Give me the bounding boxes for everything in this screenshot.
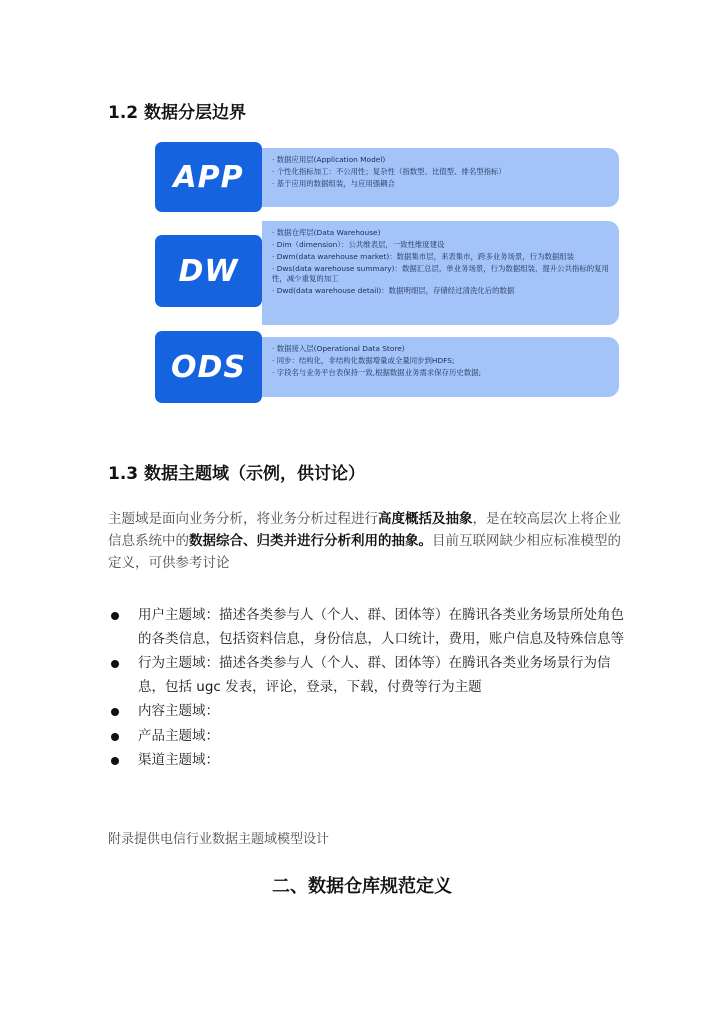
section-title-1-2: 1.2 数据分层边界	[108, 103, 247, 123]
layer-panel-app	[262, 148, 619, 207]
layer-line: · 基于应用的数据组装，与应用强耦合	[272, 179, 395, 188]
bullet-icon	[111, 612, 119, 620]
layer-line: · 数据仓库层(Data Warehouse)	[272, 228, 381, 237]
list-item-text: 产品主题域：	[138, 727, 219, 744]
list-item	[108, 700, 628, 724]
list-item-text: 行为主题域：描述各类参与人（个人、群、团体等）在腾讯各类业务场景行为信息，包括 ugc 发表，评论，登录，下载，付费等行为主题	[138, 655, 611, 695]
list-item-text: 用户主题域：描述各类参与人（个人、群、团体等）在腾讯各类业务场景所处角色的各类信息，包括资料信息，身份信息，人口统计，费用，账户信息及特殊信息等	[138, 607, 624, 647]
list-item-text: 渠道主题域：	[138, 752, 219, 768]
layer-line: · 同步：结构化，非结构化数据增量或全量同步到HDFS;	[272, 356, 455, 365]
layer-line: · Dwm(data warehouse market)：数据集市层，来表集市，跨多业务场景，行为数据组装	[272, 252, 575, 261]
layer-badge-dw: DW	[155, 235, 262, 307]
section-title-1-3: 1.3 数据主题域（示例，供讨论）	[108, 464, 366, 484]
para-text: ，是在较高层次上将企业信息系统中的	[108, 511, 621, 549]
layer-panel-ods	[262, 337, 619, 397]
bullet-icon	[111, 660, 119, 668]
list-item	[108, 749, 628, 773]
topic-domain-paragraph	[108, 508, 624, 574]
bullet-icon	[111, 757, 119, 765]
layer-line: · 数据应用层(Application Model)	[272, 155, 386, 164]
layer-line: · Dwd(data warehouse detail)：数据明细层，存储经过清洗化后的数据	[272, 286, 515, 295]
layer-line: · 个性化指标加工：不公用性；复杂性（指数型、比值型、排名型指标）	[272, 167, 506, 176]
para-emphasis: 高度概括及抽象	[378, 511, 473, 527]
list-item	[108, 604, 628, 651]
list-item-text: 内容主题域：	[138, 703, 219, 719]
layer-badge-app: APP	[155, 142, 262, 212]
layer-line: · Dim（dimension）：公共维表层，一致性维度建设	[272, 240, 445, 249]
para-text: 目前互联网缺少相应标准模型的定义，可供参考讨论	[108, 533, 621, 571]
layer-panel-dw	[262, 221, 619, 325]
para-text: 主题域是面向业务分析，将业务分析过程进行	[108, 511, 378, 527]
layer-line: · 字段名与业务平台表保持一致,根据数据业务需求保存历史数据;	[272, 368, 482, 377]
layer-line: · Dws(data warehouse summary)：数据汇总层，单业务场景，行为数据组装，提升公共指标的复用性，减少重复的加工	[272, 264, 609, 283]
layer-badge-ods: ODS	[155, 331, 262, 403]
appendix-note: 附录提供电信行业数据主题域模型设计	[108, 832, 330, 847]
para-emphasis: 数据综合、归类并进行分析利用的抽象。	[189, 533, 432, 549]
list-item	[108, 725, 628, 749]
chapter-title: 二、数据仓库规范定义	[272, 876, 452, 897]
list-item	[108, 652, 628, 699]
topic-domain-list	[108, 604, 628, 774]
bullet-icon	[111, 708, 119, 716]
layer-line: · 数据接入层(Operational Data Store)	[272, 344, 405, 353]
bullet-icon	[111, 733, 119, 741]
